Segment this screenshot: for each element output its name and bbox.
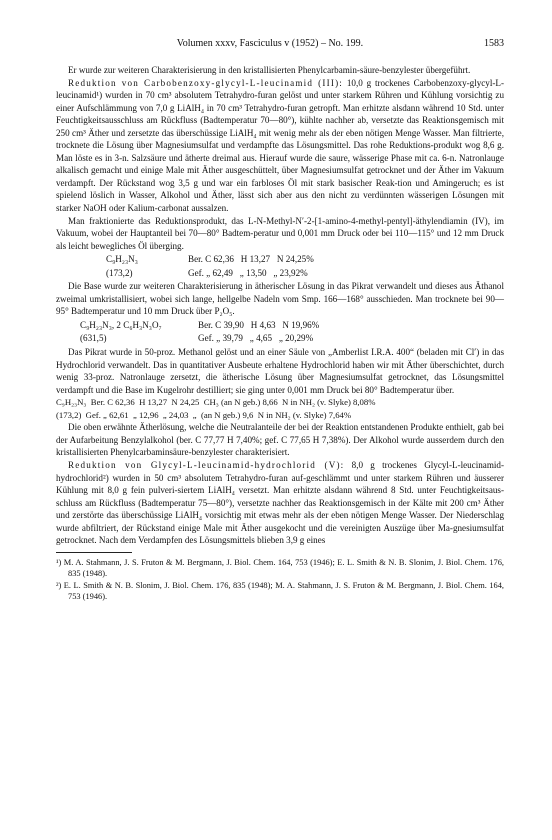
paragraph-3: Man fraktionierte das Reduktionsprodukt, das L-N-Methyl-N′-2-[1-amino-4-methyl-pentyl]-äthylendiamin (IV), im Vakuum, wobei der Hauptanteil bei 70—80° Badtem-peratur und 0,001 mm Druck oder bei 110—115° und 12 mm Druck als leicht bewegliches Öl überging.	[56, 215, 504, 251]
analysis-line: (173,2) Gef. „ 62,61 „ 12,96 „ 24,03 „ (an N geb.) 9,6 N in NH₂ (v. Slyke) 7,64%	[56, 409, 352, 420]
formula: C₉H₂₃N₃, 2 C₆H₃N₃O₇	[80, 319, 162, 330]
analysis-block-1	[56, 253, 504, 279]
paragraph-6: Die oben erwähnte Ätherlösung, welche die Neutralanteile der bei der Reaktion entstandenen Produkte enthielt, gab bei der Aufarbeitung Benzylalkohol (ber. C 77,77 H 7,40%; gef. C 77,65 H 7,38%). Der Alkohol wurde ausserdem durch den kristallisierten Phenylcarbaminsäure-benzylester charakterisiert.	[56, 422, 504, 458]
section-heading-iii: Reduktion von Carbobenzoxy-glycyl-L-leucinamid (III):	[68, 77, 344, 88]
analysis-block-2	[56, 319, 504, 345]
paragraph-2-body: 10,0 g trockenes Carbobenzoxy-glycyl-L-leucinamid¹) wurden in 70 cm³ absolutem Tetrahydro-furan gelöst und unter starkem Rühren und Kühlung vorsichtig zu einer Aufschlämmung von 7,0 g LiAlH₄ in 70 cm³ Tetrahydro-furan getropft. Man erhitzte alsdann während 10 Std. unter Feuchtigkeitsausschluss am Rückfluss (Badtemperatur 70—80°), kühlte nachher ab, versetzte das Reaktionsgemisch mit 250 cm³ Äther und zersetzte das überschüssige LiAlH₄ mit wenig mehr als der eben nötigen Menge Wasser. Man filtrierte, trocknete die Lösung über Magnesiumsulfat und verdampfte das Lösungsmittel. Das rohe Reduktions-produkt wog 8,6 g. Man löste es in 3-n. Salzsäure und ätherte dreimal aus. Hierauf wurde die saure, wässerige Phase mit ca. 6-n. Natronlauge alkalisch gemacht und einige Male mit Äther ausgeschüttelt, über Magnesiumsulfat getrocknet und der Äther im Vakuum verdampft. Der Rückstand wog 3,5 g und war ein farbloses Öl mit stark basischer Reak-tion und Amingeruch; es ist spielend löslich in Wasser, Alkohol und Äther, lässt sich aber aus den nicht zu verdünnten wässerigen Lösungen mit starker NaOH oder Kalium-carbonat aussalzen.	[56, 77, 504, 214]
journal-volume: Volumen xxxv, Fasciculus v (1952) – No. 199.	[176, 38, 364, 49]
analysis-gef: Gef. „ 62,49 „ 13,50 „ 23,92%	[188, 267, 308, 278]
molecular-weight: (631,5)	[80, 333, 107, 344]
footnote-2: ²) E. L. Smith & N. B. Slonim, J. Biol. Chem. 176, 835 (1948); M. A. Stahmann, J. S. Fruton & M. Bergmann, J. Biol. Chem. 164, 753 (1946).	[56, 580, 504, 601]
paragraph-2	[56, 77, 504, 215]
footnotes	[56, 557, 504, 603]
analysis-line: C₉H₂₃N₃ Ber. C 62,36 H 13,27 N 24,25 CH₃ (an N geb.) 8,66 N in NH₂ (v. Slyke) 8,08%	[56, 397, 376, 408]
paragraph-1: Er wurde zur weiteren Charakterisierung in den kristallisierten Phenylcarbamin-säure-benzylester übergeführt.	[68, 65, 471, 75]
analysis-block-3	[56, 396, 504, 421]
formula: C₉H₂₃N₃	[106, 254, 138, 265]
molecular-weight: (173,2)	[106, 267, 133, 278]
analysis-gef: Gef. „ 39,79 „ 4,65 „ 20,29%	[198, 333, 314, 344]
document-page	[56, 38, 504, 602]
running-header	[56, 38, 504, 50]
paragraph-7	[56, 459, 504, 547]
footnote-rule	[56, 552, 132, 553]
paragraph-4: Die Base wurde zur weiteren Charakterisierung in ätherischer Lösung in das Pikrat verwandelt und dieses aus Äthanol zweimal umkristallisiert, wobei sich lange, hellgelbe Nadeln vom Smp. 166—168° ausschieden. Man trocknete bei 90—95° Badtemperatur und 10 mm Druck über P₂O₅.	[56, 281, 504, 317]
analysis-ber: Ber. C 62,36 H 13,27 N 24,25%	[188, 254, 314, 265]
paragraph-7-body: 8,0 g trockenes Glycyl-L-leucinamid-hydrochlorid²) wurden in 50 cm³ absolutem Tetrahydro-furan auf-geschlämmt und unter starkem Rühren und äusserer Kühlung mit 8,0 g fein pulveri-siertem LiAlH₄ versetzt. Man erhitzte alsdann während 8 Std. unter Feuchtigkeitsaus-schluss am Rückfluss (Badtemperatur 75—80°), versetzte nachher das Reaktionsgemisch in der Kälte mit 200 cm³ Äther und zerstörte das überschüssige LiAlH₄ vorsichtig mit etwas mehr als der eben nötigen Menge Wasser. Der Niederschlag wurde abfiltriert, der Rückstand einige Male mit Äther ausgekocht und die vereinigten Auszüge über Ma-gnesiumsulfat getrocknet. Nach dem Verdampfen des Lösungsmittels blieben 3,9 g eines	[56, 459, 504, 546]
paragraph-5: Das Pikrat wurde in 50-proz. Methanol gelöst und an einer Säule von „Amberlist I.R.A. 400“ (beladen mit Cl′) in das Hydrochlorid verwandelt. Das in quantitativer Ausbeute erhaltene Hydrochlorid haben wir mit Äther überschichtet, durch wenig 33-proz. Natronlauge zersetzt, die ätherische Lösung über Magnesiumsulfat getrocknet, das Lösungsmittel verdampft und die Base im Kugelrohr destilliert; sie ging unter 0,001 mm Druck bei 80° Badtemperatur über.	[56, 347, 504, 395]
section-heading-v: Reduktion von Glycyl-L-leucinamid-hydrochlorid (V):	[68, 459, 345, 470]
footnote-1: ¹) M. A. Stahmann, J. S. Fruton & M. Bergmann, J. Biol. Chem. 164, 753 (1946); E. L. Smith & N. B. Slonim, J. Biol. Chem. 176, 835 (1948).	[56, 557, 504, 579]
page-number: 1583	[484, 38, 504, 49]
analysis-ber: Ber. C 39,90 H 4,63 N 19,96%	[198, 319, 320, 330]
